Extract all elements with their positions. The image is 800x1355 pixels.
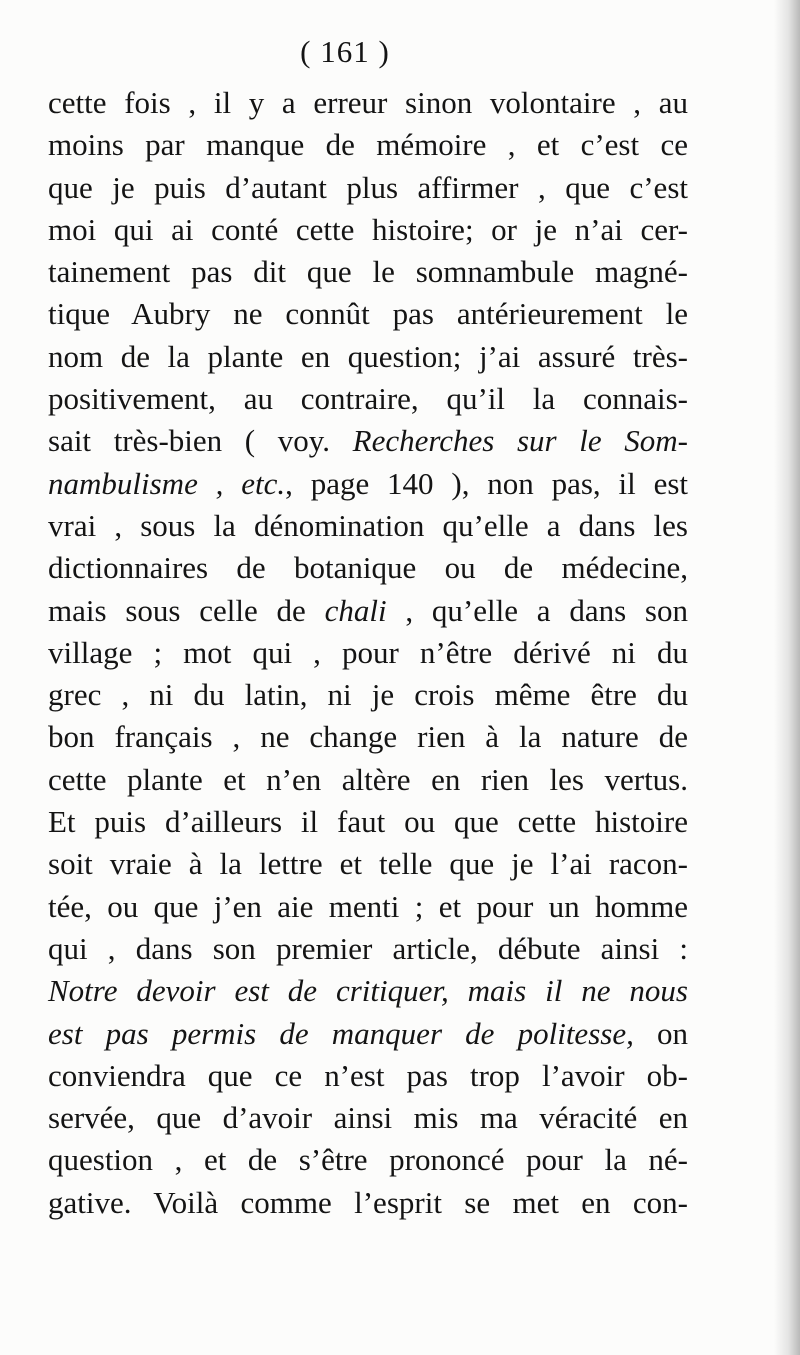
text-run: vrai , sous la dénomination qu’elle a dans les xyxy=(48,507,688,543)
page-edge-shadow xyxy=(774,0,800,1355)
text-run: sait très-bien ( voy. xyxy=(48,423,353,459)
text-run: cette fois , il y a erreur sinon volontaire , au xyxy=(48,85,688,120)
text-line xyxy=(48,1013,688,1055)
text-run: , qu’elle a dans son xyxy=(386,592,688,628)
text-line xyxy=(48,716,688,758)
text-line xyxy=(48,970,688,1012)
text-run: tée, ou que j’en aie menti ; et pour un homme xyxy=(48,888,688,924)
text-line xyxy=(48,82,688,124)
text-line xyxy=(48,674,688,716)
page-number: ( 161 ) xyxy=(300,34,390,69)
text-run: tique Aubry ne connût pas antérieurement le xyxy=(48,296,688,332)
text-line xyxy=(48,463,688,505)
text-line xyxy=(48,251,688,293)
text-line xyxy=(48,420,688,462)
text-line xyxy=(48,759,688,801)
text-line xyxy=(48,547,688,589)
text-run: , page 140 ), non pas, il est xyxy=(285,465,688,501)
text-line xyxy=(48,167,688,209)
text-line xyxy=(48,1097,688,1139)
text-run: grec , ni du latin, ni je crois même être du xyxy=(48,677,688,713)
text-run: bon français , ne change rien à la nature de xyxy=(48,719,688,755)
text-run: positivement, au contraire, qu’il la connais- xyxy=(48,381,688,417)
text-line xyxy=(48,336,688,378)
text-run: tainement pas dit que le somnambule magné- xyxy=(48,254,688,290)
text-run: gative. Voilà comme l’esprit se met en con- xyxy=(48,1184,688,1220)
italic-text-run: Recherches sur le Som- xyxy=(352,423,688,459)
text-run: nom de la plante en question; j’ai assuré très- xyxy=(48,338,688,374)
text-line xyxy=(48,632,688,674)
italic-text-run: Notre devoir est de critiquer, mais il ne nous xyxy=(48,973,688,1009)
text-line xyxy=(48,209,688,251)
text-line xyxy=(48,801,688,843)
text-line xyxy=(48,124,688,166)
text-run: moi qui ai conté cette histoire; or je n’ai cer- xyxy=(48,211,688,247)
text-run: cette plante et n’en altère en rien les vertus. xyxy=(48,761,688,797)
text-run: que je puis d’autant plus affirmer , que c’est xyxy=(48,169,688,205)
text-line xyxy=(48,928,688,970)
text-run: moins par manque de mémoire , et c’est ce xyxy=(48,127,688,163)
text-line xyxy=(48,293,688,335)
text-run: servée, que d’avoir ainsi mis ma véracité en xyxy=(48,1100,688,1136)
text-line xyxy=(48,378,688,420)
text-line xyxy=(48,1139,688,1181)
text-run: conviendra que ce n’est pas trop l’avoir ob- xyxy=(48,1057,688,1093)
text-line xyxy=(48,843,688,885)
text-run: Et puis d’ailleurs il faut ou que cette histoire xyxy=(48,804,688,840)
text-line xyxy=(48,1182,688,1224)
text-run: on xyxy=(633,1015,689,1051)
italic-text-run: chali xyxy=(324,592,387,628)
text-line xyxy=(48,505,688,547)
text-run: mais sous celle de xyxy=(48,592,325,628)
body-text xyxy=(48,82,688,1224)
text-run: question , et de s’être prononcé pour la né- xyxy=(48,1142,688,1178)
text-run: soit vraie à la lettre et telle que je l’ai racon- xyxy=(48,846,688,882)
text-line xyxy=(48,886,688,928)
text-line xyxy=(48,590,688,632)
text-line xyxy=(48,1055,688,1097)
italic-text-run: nambulisme , etc. xyxy=(48,465,286,501)
italic-text-run: est pas permis de manquer de politesse, xyxy=(48,1015,634,1051)
text-run: qui , dans son premier article, débute ainsi : xyxy=(48,930,688,966)
text-run: dictionnaires de botanique ou de médecine, xyxy=(48,550,688,586)
text-run: village ; mot qui , pour n’être dérivé ni du xyxy=(48,634,688,670)
